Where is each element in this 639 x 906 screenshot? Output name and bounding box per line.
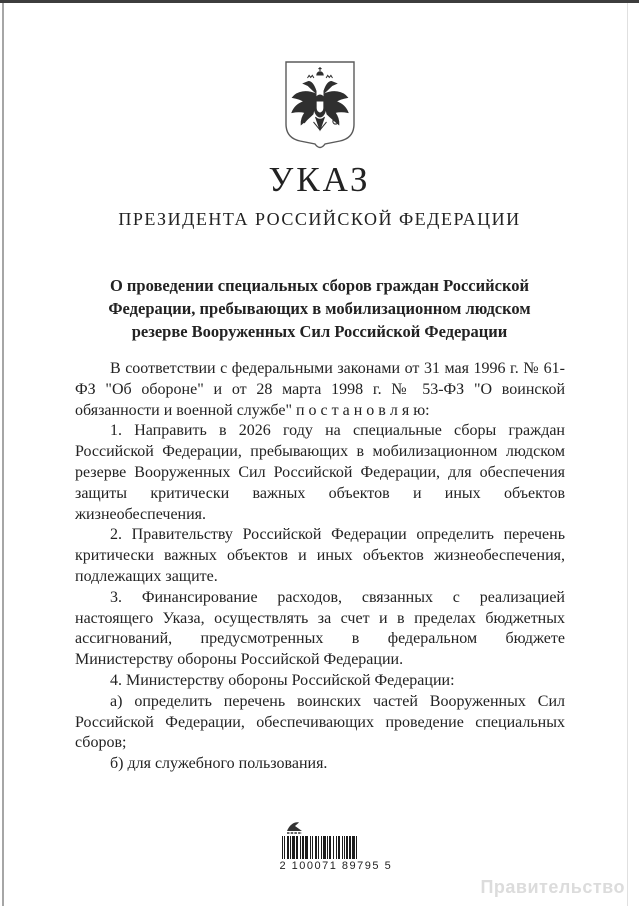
publication-barcode — [279, 820, 393, 872]
page-right-border — [627, 3, 628, 906]
decree-paragraph: 2. Правительству Российской Федерации определить перечень критически важных объектов и иных объектов жизнеобеспечения, подлежащих защите. — [75, 526, 565, 585]
printers-mark-icon — [286, 820, 304, 835]
decree-paragraph: 4. Министерству обороны Российской Федерации: — [110, 671, 455, 689]
double-headed-eagle-coat-of-arms-icon — [283, 60, 357, 152]
document-body — [75, 359, 565, 775]
decree-paragraph: 3. Финансирование расходов, связанных с реализацией настоящего Указа, осуществлять за счет и в пределах бюджетных ассигнований, предусмотренных в федеральном бюджете Министерству обороны Российской Федерации. — [75, 588, 565, 669]
document-title: УКАЗ — [268, 160, 371, 199]
decree-paragraph: а) определить перечень воинских частей Вооруженных Сил Российской Федерации, обеспечивающих проведение специальных сборов; — [75, 692, 565, 752]
decree-paragraph: 1. Направить в 2026 году на специальные сборы граждан Российской Федерации, пребывающих в мобилизационном людском резерве Вооруженных Сил Российской Федерации, для обеспечения защиты критически важных объектов и иных объектов жизнеобеспечения. — [75, 422, 565, 523]
page-left-border — [2, 3, 4, 906]
channel-watermark: Правительство — [480, 877, 625, 897]
document-subject: О проведении специальных сборов граждан Российской Федерации, пребывающих в мобилизационном людском резерве Вооруженных Сил Российской Федерации — [108, 276, 531, 341]
page-top-border — [0, 0, 639, 3]
decree-paragraph: б) для служебного пользования. — [110, 755, 328, 773]
barcode-number: 2 100071 89795 5 — [279, 860, 393, 872]
barcode-bars — [282, 836, 358, 859]
document-issuer: ПРЕЗИДЕНТА РОССИЙСКОЙ ФЕДЕРАЦИИ — [118, 209, 521, 229]
decree-paragraph: В соответствии с федеральными законами от 31 мая 1996 г. № 61-ФЗ "Об обороне" и от 28 марта 1998 г. № 53-ФЗ "О воинской обязанности и военной службе" п о с т а н о в л я ю: — [75, 360, 565, 419]
